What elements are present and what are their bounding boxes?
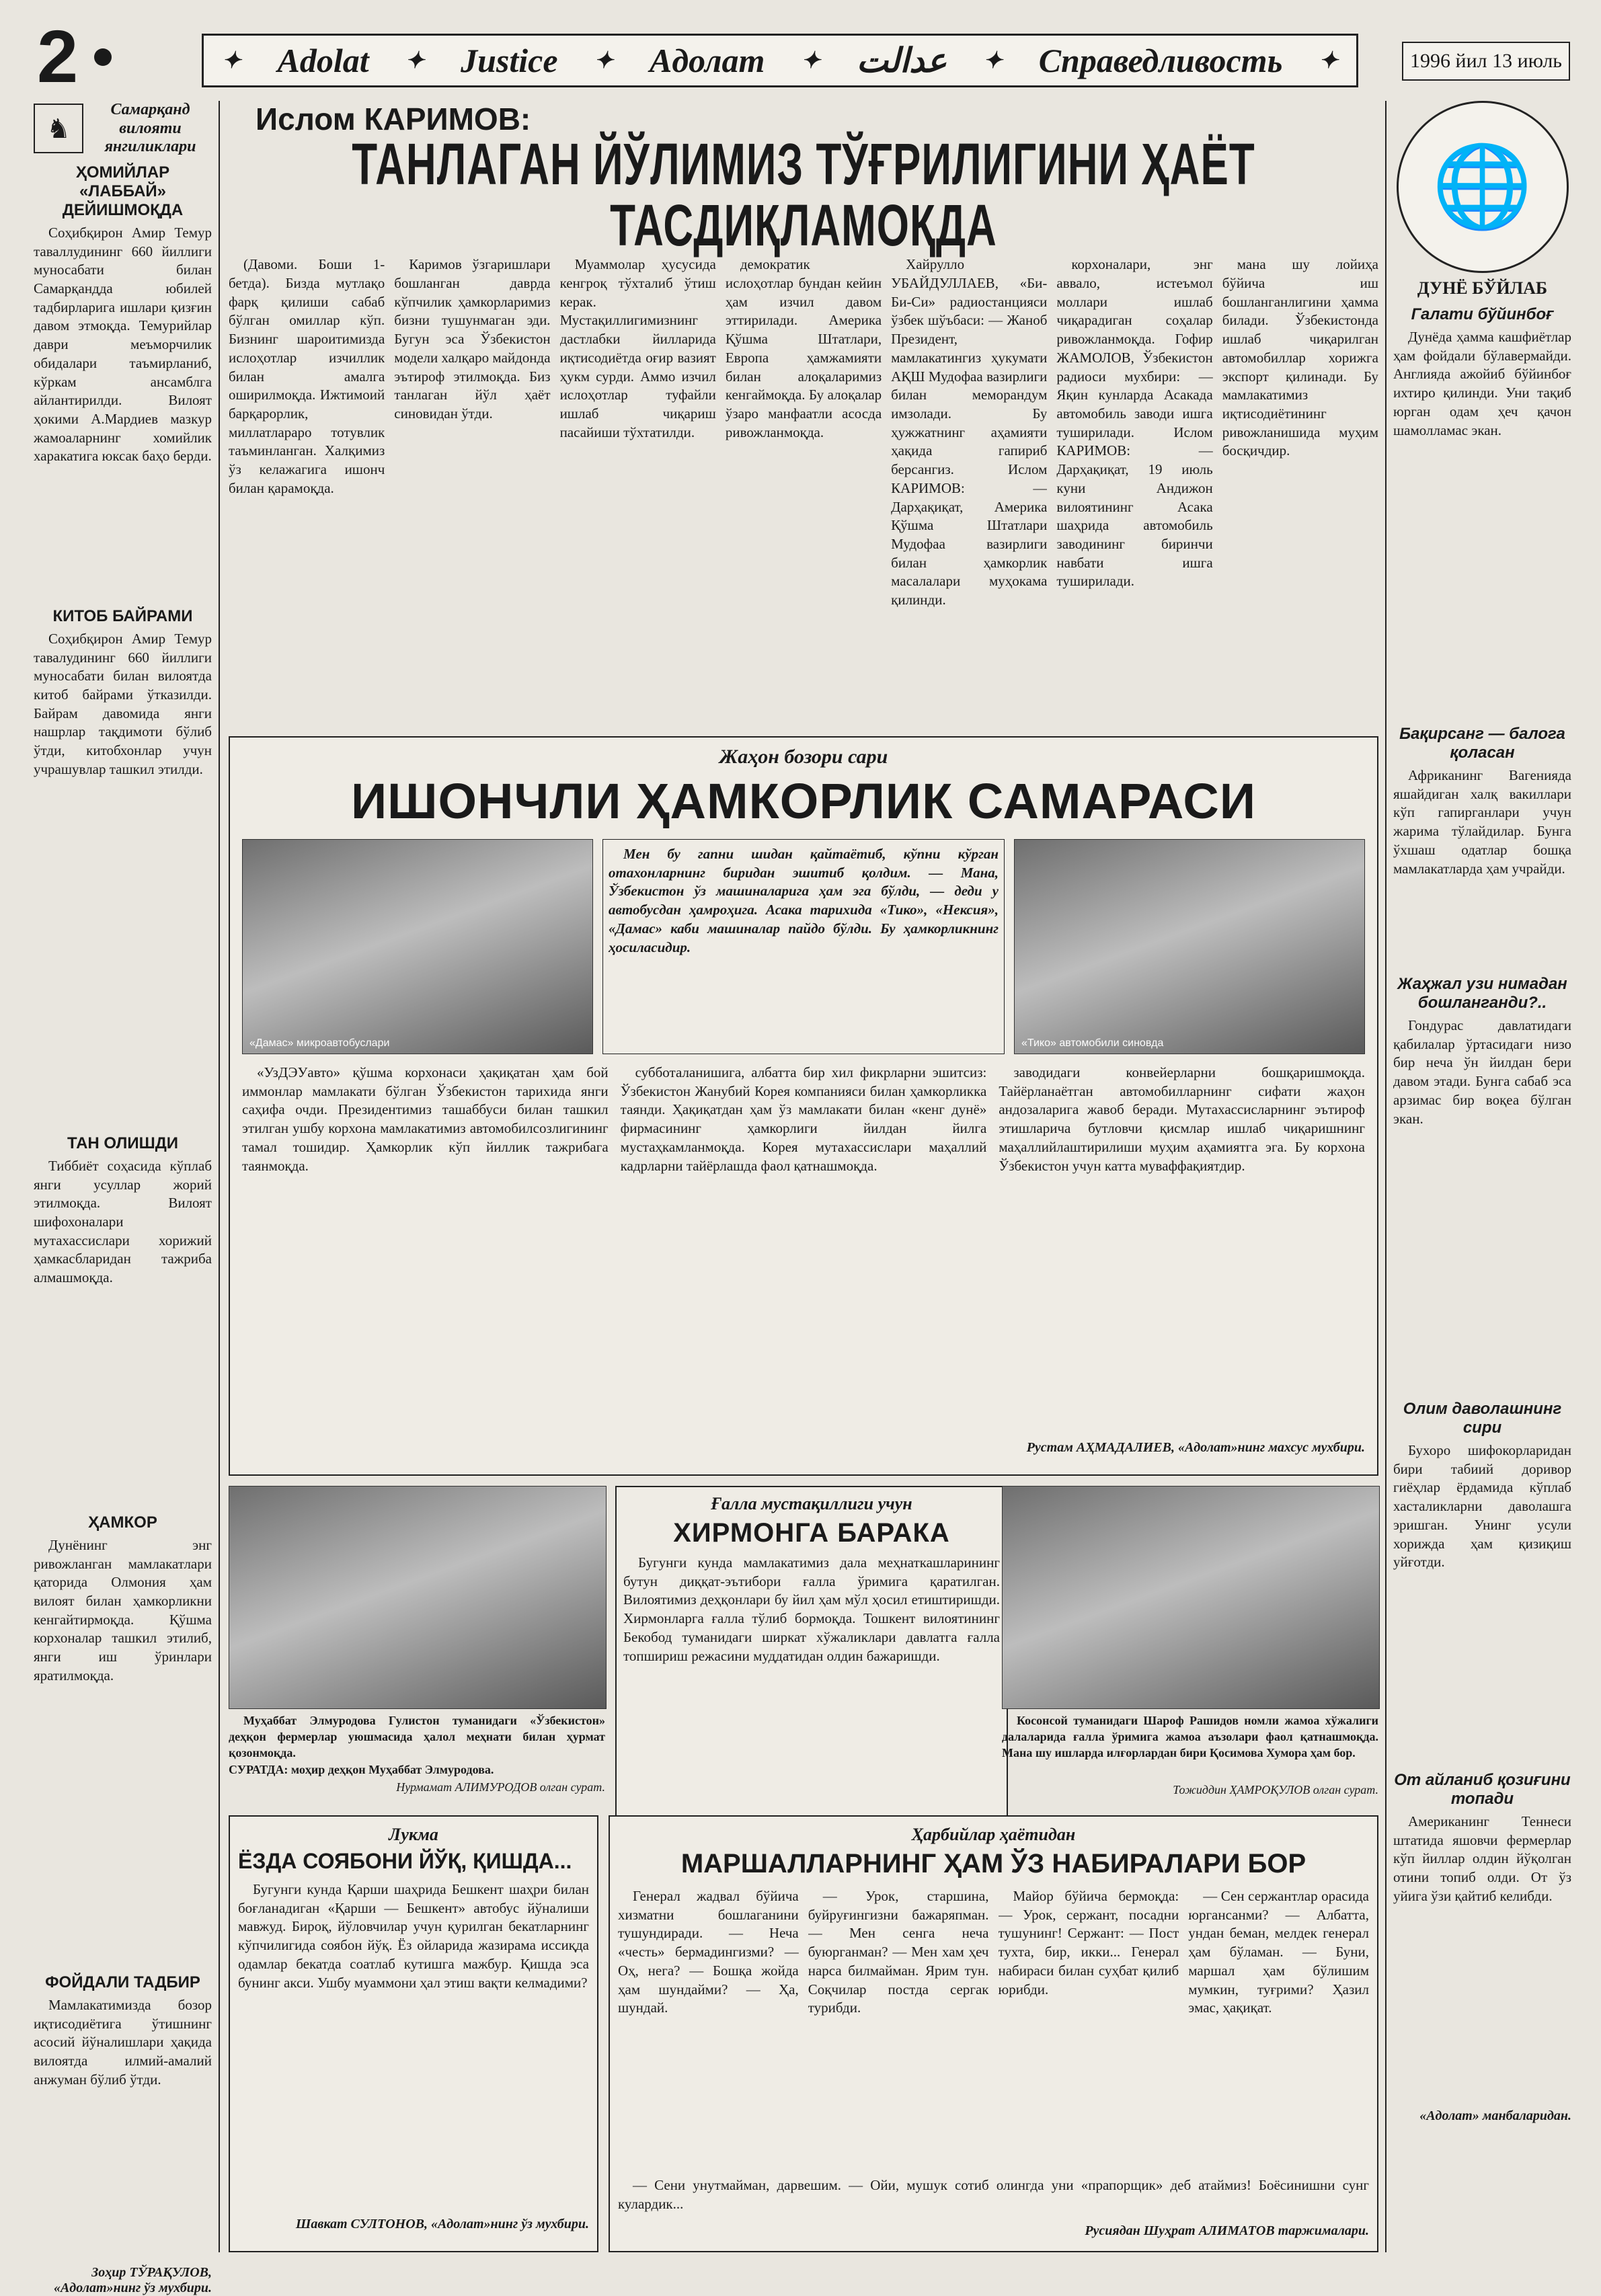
harvest-section	[229, 1486, 1378, 1802]
military-column: — Сен сержантлар орасида юргансанми? — Албатта, ундан беман, мелдек генерал ҳам бўламан. — Буни, маршал ҳам бўлишим мумкин, туғрими? Ҳазил эмас, ҳақиқат.	[1188, 1888, 1369, 2016]
photo-farmer-woman	[229, 1486, 607, 1709]
right-column	[1393, 101, 1571, 2252]
military-section	[609, 1815, 1378, 2252]
section-title: ҲОМИЙЛАР «ЛАББАЙ» ДЕЙИШМОҚДА	[62, 163, 184, 219]
section-title: Галати бўйинбоғ	[1411, 305, 1554, 323]
lead-column: Каримов ўзгаришлари бошланган даврда кўпчилик ҳамкорларимиз бизни тушунмаган эди. Бугун эса Ўзбекистон модели халқаро майдонда эътироф этилмоқда. Биз танлаган йўл ҳаёт синовидан ўтди.	[394, 256, 551, 422]
photo-credit: СУРАТДА: моҳир деҳқон Муҳаббат Элмуродова.	[229, 1763, 494, 1776]
military-closing: — Сени унутмайман, дарвешим. — Ойи, мушук сотиб олингда уни «прапорщик» деб атаймиз! Боёсинишни сунг кулардик...	[618, 2177, 1369, 2212]
section-text: Бухоро шифокорларидан бири табиий доривор гиёҳлар ёрдамида кўплаб хасталикларни даволашга эришган. Унинг усули хорижда ҳам қизиқиш уйғотди.	[1393, 1442, 1571, 1571]
lead-title: ТАНЛАГАН ЙЎЛИМИЗ ТЎҒРИЛИГИНИ ҲАЁТ ТАСДИҚЛАМОҚДА	[352, 132, 1255, 259]
section-title: Олим даволашнинг сири	[1403, 1400, 1562, 1437]
photo-caption: Косонсой туманидаги Шароф Рашидов номли жамоа хўжалиги далаларида ғалла ўримига жамоа аъзолари фаол қатнашмоқда. Мана шу ишларда илғорлардан бири Қосимова Хумора ҳам бор.	[1002, 1714, 1378, 1759]
author-signature: Шавкат СУЛТОНОВ, «Адолат»нинг ўз мухбири.	[295, 2217, 589, 2231]
section-text: Тиббиёт соҳасида кўплаб янги усуллар жорий этилмоқда. Вилоят шифохоналари мутахассислари хорижий ҳамкасбларидан тажриба алмашмоқда.	[34, 1157, 212, 1286]
military-body	[618, 1887, 1369, 2170]
partnership-section	[229, 736, 1378, 1476]
section-text: Соҳибқирон Амир Темур тавалудининг 660 йиллиги муносабати билан вилоятда китоб байрами ўтказилди. Байрам давомида янги нашрлар тақдимоти бўлиб ўтди, китобхонлар учун учрашувлар ташкил этилди.	[34, 630, 212, 777]
horseman-icon: ♞	[34, 104, 83, 153]
lead-column: Хайрулло УБАЙДУЛЛАЕВ, «Би-Би-Си» радиостанцияси ўзбек шўъбаси: — Жаноб Президент, мамлакатингиз ҳукумати АҚШ Мудофаа вазирлиги билан меморандум имзолади. Бу ҳужжатнинг аҳамияти ҳақида гапириб берсангиз. Ислом КАРИМОВ: — Дарҳақиқат, Америка Қўшма Штатлари Мудофаа вазирлиги билан ҳамкорлик масалалари муҳокама қилинди.	[891, 256, 1048, 608]
star-icon: ✦	[801, 48, 820, 73]
star-icon: ✦	[221, 48, 241, 73]
photo-caption: Муҳаббат Элмуродова Гулистон туманидаги «Ўзбекистон» деҳқон фермерлар уюшмасида ҳалол меҳнати билан ҳурмат қозонмоқда.	[229, 1714, 605, 1759]
masthead-title-en: Justice	[461, 42, 558, 79]
section-title: ТАН ОЛИШДИ	[67, 1134, 179, 1152]
masthead-band	[202, 34, 1358, 87]
lead-article	[229, 101, 1378, 726]
star-icon: ✦	[1319, 48, 1338, 73]
photo-author: Тожиддин ҲАМРОҚУЛОВ олган сурат.	[1173, 1783, 1378, 1796]
page-number-dot	[94, 48, 112, 66]
logo-caption: ДУНЁ БЎЙЛАБ	[1417, 278, 1548, 298]
photo-farmer-woman-field	[1002, 1486, 1380, 1709]
section-text: Дунёнинг энг ривожланган мамлакатлари қаторида Олмония ҳам вилоят билан ҳамкорликни кенгайтирмоқда. Қўшма корхоналар ташкил этилиб, янги иш ўринлари яратилмоқда.	[34, 1536, 212, 1684]
satire-text: Бугунги кунда Қарши шаҳрида Бешкент шаҳри билан боғланадиган «Қарши — Бешкент» автобус йўналиши мавжуд. Бироқ, йўловчилар учун қурилган бекатларнинг кўпчилигида соябон йўқ. Ёз ойларида жазирама иссиқда одамлар бекатда соатлаб кутишга мажбур. Қишда эса бунинг акси. Ушбу муаммони ҳал этиш вақти келмадими?	[238, 1881, 589, 1991]
photo-author: Нурмамат АЛИМУРОДОВ олган сурат.	[396, 1780, 605, 1794]
partnership-intro: Мен бу гапни шидан қайтаётиб, кўпни кўрган отахонларнинг биридан эшитиб қолдим. — Мана, Ўзбекистон ўз машиналарига ҳам эга бўлди, — деди у автобусдан ҳамроҳига. Асака тарихида «Тико», «Нексия», «Дамас» каби машиналар пайдо бўлди. Бу ҳамкорликнинг ҳосиласидир.	[602, 839, 1005, 1054]
section-title: ФОЙДАЛИ ТАДБИР	[45, 1973, 200, 1991]
partnership-column: субботаланишига, албатта бир хил фикрларни эшитсиз: Ўзбекистон Жанубий Корея компанияси билан ҳамкорликка таянди. Ҳақиқатдан ҳам ўз мамлакати билан «кенг дунё» фирмасининг ҳамкорлиги йилдан йилга мустаҳкамланмоқда. Корея мутахассислари маҳаллий кадрларни тайёрлашда фаол қатнашмоқда.	[620, 1064, 987, 1174]
military-rubric: Ҳарбийлар ҳаётидан	[911, 1825, 1076, 1844]
section-title: Бақирсанг — балога қоласан	[1399, 725, 1565, 762]
satire-title: ЁЗДА СОЯБОНИ ЙЎҚ, ҚИШДА...	[238, 1849, 572, 1873]
star-icon: ✦	[405, 48, 425, 73]
author-signature: Рустам АҲМАДАЛИЕВ, «Адолат»нинг махсус мухбири.	[1026, 1440, 1365, 1455]
harvest-article	[615, 1486, 1008, 1818]
partnership-title: ИШОНЧЛИ ҲАМКОРЛИК САМАРАСИ	[350, 773, 1257, 829]
military-column: — Урок, старшина, буйруғингизни бажаряпман. — Мен сенга неча буюрганман? — Мен хам ҳеч нарса билмайман. Ярим тун. Соқчилар постда сергак турибди.	[808, 1888, 989, 2016]
lead-column: (Давоми. Боши 1-бетда). Бизда мутлақо фарқ қилиши сабаб бўлган омиллар кўп. Бизнинг шароитимизда ислоҳотлар изчиллик билан амалга оширилмоқда. Ижтимоий барқарорлик, миллатлараро тотувлик таъминланган. Халқимиз ўз келажагига ишонч билан қарамоқда.	[229, 256, 385, 496]
photo-car-test	[1014, 839, 1365, 1054]
world-news-logo	[1397, 101, 1569, 273]
partnership-body	[242, 1064, 1365, 1440]
issue-date: 1996 йил 13 июль	[1402, 42, 1570, 81]
masthead-title-ru: Справедливость	[1038, 42, 1283, 79]
rubric-title: Самарқанд вилояти янгиликлари	[104, 101, 196, 156]
photo-label: «Тико» автомобили синовда	[1021, 1037, 1164, 1049]
section-text: Африканинг Вагенияда яшайдиган халқ вакиллари кўп гапирганлари учун жарима тўлайдилар. Бунга ўхшаш одатлар бошқа мамлакатларда ҳам учрайди.	[1393, 767, 1571, 877]
lead-body	[229, 255, 1378, 740]
section-text: Гондурас давлатидаги қабилалар ўртасидаги низо бир неча ўн йилдан бери давом этади. Бунга сабаб эса арзимас бир воқеа бўлган экан.	[1393, 1017, 1571, 1127]
harvest-rubric: Ғалла мустақиллиги учун	[711, 1494, 912, 1513]
military-column: Генерал жадвал бўйича хизматни бошлаганини тушундиради. — Неча «честь» бермадингизми? — Оҳ, нега? — Бошқа жойда ҳам шундайми? — Ҳа, шундай.	[618, 1888, 799, 2016]
masthead-title-uz-cyrillic: Адолат	[649, 42, 765, 79]
lead-column: корхоналари, энг аввало, истеъмол моллари ишлаб чиқарадиган соҳалар ривожланмоқда. Гофир ЖАМОЛОВ, Ўзбекистон радиоси мухбири: — Яқин кунларда Асакада автомобиль заводи ишга туширилади. Ислом КАРИМОВ: — Дарҳақиқат, 19 июль куни Андижон вилоятининг Асака шаҳрида автомобиль заводининг биринчи навбати ишга туширилади.	[1056, 256, 1213, 590]
partnership-media-row	[242, 839, 1365, 1054]
section-text: Соҳибқирон Амир Темур таваллудининг 660 йиллиги муносабати билан Самарқандда юбилей тадбирларига ишлари қизғин давом этмоқда. Темурийлар даври меъморчилик обидалари таъмирланиб, кўркам ансамблга айлантирилди. Вилоят ҳокими А.Мардиев мазкур жамоаларнинг хомийлик харакатига юксак баҳо берди.	[34, 224, 212, 465]
photo-label: «Дамас» микроавтобуслари	[249, 1037, 390, 1049]
lead-column: Муаммолар ҳусусида кенгроқ тўхталиб ўтиш керак. Мустақиллигимизнинг дастлабки йилларида иқтисодиётда оғир вазият ҳукм сурди. Аммо изчил ислоҳотлар туфайли ишлаб чиқариш пасайиши тўхтатилди.	[559, 256, 716, 440]
star-icon: ✦	[594, 48, 613, 73]
page-number: 2	[37, 15, 79, 98]
partnership-column: заводидаги конвейерларни бошқаришмоқда. Тайёрланаётган автомобилларнинг сифати жаҳон андозаларига жавоб беради. Мутахассисларнинг эътироф этишларича бутловчи қисмлар ишлаб чиқаришнинг маҳаллийлаштирилиши муҳим аҳамиятга эга. Бу корхона Ўзбекистон учун катта муваффақиятдир.	[999, 1064, 1365, 1174]
section-text: Дунёда ҳамма кашфиётлар ҳам фойдали бўлавермайди. Англияда ажойиб бўйинбоғ ихтиро қилинди. Уни тақиб юрган одам ҳеч қачон шамолламас экан.	[1393, 329, 1571, 438]
lead-column: мана шу лойиҳа бўйича иш бошланганлигини ҳамма билади. Ўзбекистонда ишлаб чиқарилган автомобиллар хорижга экспорт қилинади. Бу мамлакатимиз иқтисодиётининг ривожланишида муҳим босқичдир.	[1222, 256, 1378, 459]
satire-rubric: Лукма	[389, 1825, 438, 1844]
partnership-rubric: Жаҳон бозори сари	[719, 746, 888, 768]
photo-cars-factory	[242, 839, 593, 1054]
harvest-text: Бугунги кунда мамлакатимиз дала меҳнаткашларининг бутун диққат-эътибори ғалла ўримига қаратилган. Вилоятимиз деҳқонлари бу йил ҳам мўл ҳосил етиштиришди. Хирмонларга ғалла тўлиб бормоқда. Тошкент вилоятининг Бекобод туманидаги ширкат хўжаликлари давлатга ғалла топшириш режасини муддатидан олдин бажаришди.	[623, 1554, 1000, 1664]
author-signature: Зоҳир ТЎРАҚУЛОВ, «Адолат»нинг ўз мухбири.	[53, 2264, 212, 2295]
military-title: МАРШАЛЛАРНИНГ ҲАМ ЎЗ НАБИРАЛАРИ БОР	[680, 1849, 1306, 1878]
left-column	[34, 101, 212, 2295]
section-text: Мамлакатимизда бозор иқтисодиётига ўтишнинг асосий йўналишлари ҳақида вилоятда илмий-амалий анжуман бўлиб ўтди.	[34, 1996, 212, 2088]
section-title: От айланиб қозиғини топади	[1394, 1771, 1571, 1808]
star-icon: ✦	[983, 48, 1003, 73]
section-text: Американинг Теннеси штатида яшовчи фермерлар кўп йиллар олдин йўқолган отини топиб олди. От ўз уйига ўзи қайтиб келибди.	[1393, 1813, 1571, 1904]
lead-column: демократик ислоҳотлар бундан кейин ҳам изчил давом эттирилади. Америка Қўшма Штатлари, Европа ҳамжамияти билан алоқаларимиз кенгаймоқда. Бу алоқалар ўзаро манфаатли асосда ривожланмоқда.	[725, 256, 882, 440]
section-title: Жаҳжал узи нимадан бошланганди?..	[1397, 975, 1567, 1012]
column-rule	[219, 101, 220, 2252]
author-signature: «Адолат» манбаларидан.	[1419, 2108, 1571, 2123]
military-column: Майор бўйича бермоқда: — Урок, сержант, посадни тушунинг! Сержант: — Пост тухта, бир, икки... Генерал набираси билан суҳбат қилиб юрибди.	[998, 1888, 1179, 1997]
rubric-box	[34, 101, 212, 157]
section-title: КИТОБ БАЙРАМИ	[52, 606, 193, 625]
satire-section	[229, 1815, 598, 2252]
column-rule	[1385, 101, 1387, 2252]
globe-icon: 🌐	[1432, 142, 1533, 231]
section-title: ҲАМКОР	[88, 1513, 157, 1532]
masthead-title-arabic: عدالت	[856, 42, 947, 79]
author-signature: Русиядан Шуҳрат АЛИМАТОВ таржималари.	[1085, 2223, 1369, 2238]
lead-kicker: Ислом КАРИМОВ:	[256, 102, 531, 136]
masthead-title-uz-latin: Adolat	[277, 42, 369, 79]
partnership-column: «УзДЭУавто» қўшма корхонаси ҳақиқатан ҳам бой иммонлар мамлакати бўлган Ўзбекистон тарихида янги саҳифа очди. Президентимиз ташаббуси билан ташкил этилган ушбу корхона мамлакатимиз автомобилсозлигининг тамал тошидир. Ҳамкорлик кўп йиллик тажрибага таянмоқда.	[242, 1064, 609, 1174]
harvest-title: ХИРМОНГА БАРАКА	[673, 1518, 950, 1548]
